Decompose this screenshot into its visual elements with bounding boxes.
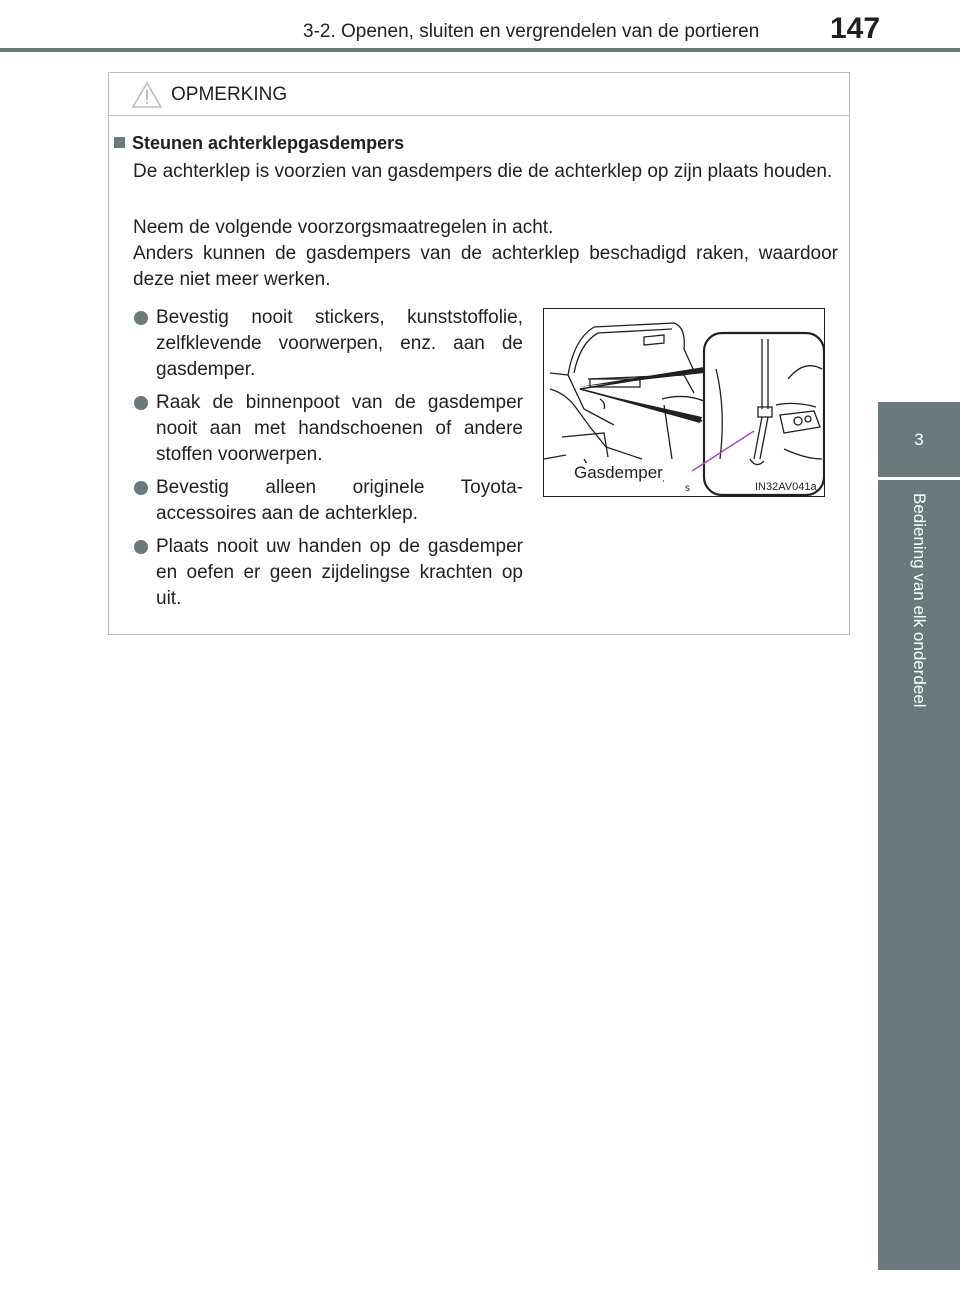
- list-item: [133, 475, 523, 527]
- bullet-dot-icon: [134, 481, 148, 495]
- list-item-text: Plaats nooit uw handen op de gasdemper en oefen er geen zijdelingse krachten op uit.: [156, 536, 523, 609]
- paragraph-damage-warning: Anders kunnen de gasdempers van de achterklep beschadigd raken, waardoor deze niet meer werken.: [133, 243, 838, 290]
- page-number: 147: [830, 12, 881, 45]
- svg-text:s: s: [685, 483, 690, 494]
- bullet-dot-icon: [134, 396, 148, 410]
- section-title: 3-2. Openen, sluiten en vergrendelen van de portieren: [303, 21, 760, 42]
- subheading-text: Steunen achterklepgasdempers: [132, 133, 405, 153]
- illustration-code: IN32AV041a: [755, 481, 817, 493]
- bullet-list: [133, 305, 523, 619]
- gas-strut-illustration: [543, 308, 825, 497]
- note-title: OPMERKING: [171, 84, 288, 105]
- header-rule: [0, 48, 960, 52]
- bullet-dot-icon: [134, 540, 148, 554]
- list-item-text: Bevestig nooit stickers, kunststoffolie, zelfklevende voorwerpen, enz. aan de gasdemper.: [156, 307, 523, 380]
- square-bullet-icon: [114, 137, 125, 148]
- paragraph-intro: De achterklep is voorzien van gasdempers die de achterklep op zijn plaats houden.: [133, 161, 833, 182]
- chapter-tab-number: 3: [878, 402, 960, 477]
- list-item: [133, 390, 523, 468]
- list-item-text: Raak de binnenpoot van de gasdemper nooit aan met handschoenen of andere stoffen voorwerpen.: [156, 392, 523, 465]
- note-header: [109, 73, 849, 116]
- subheading: [114, 133, 404, 154]
- bullet-dot-icon: [134, 311, 148, 325]
- list-item-text: Bevestig alleen originele Toyota-accessoires aan de achterklep.: [156, 477, 523, 524]
- list-item: [133, 305, 523, 383]
- chapter-tab-label: Bediening van elk onderdeel: [910, 493, 929, 708]
- callout-label-gas-strut: Gasdemper: [574, 463, 663, 482]
- list-item: [133, 534, 523, 612]
- warning-triangle-icon: [131, 81, 163, 109]
- paragraph-precautions-intro: Neem de volgende voorzorgsmaatregelen in acht.: [133, 217, 554, 238]
